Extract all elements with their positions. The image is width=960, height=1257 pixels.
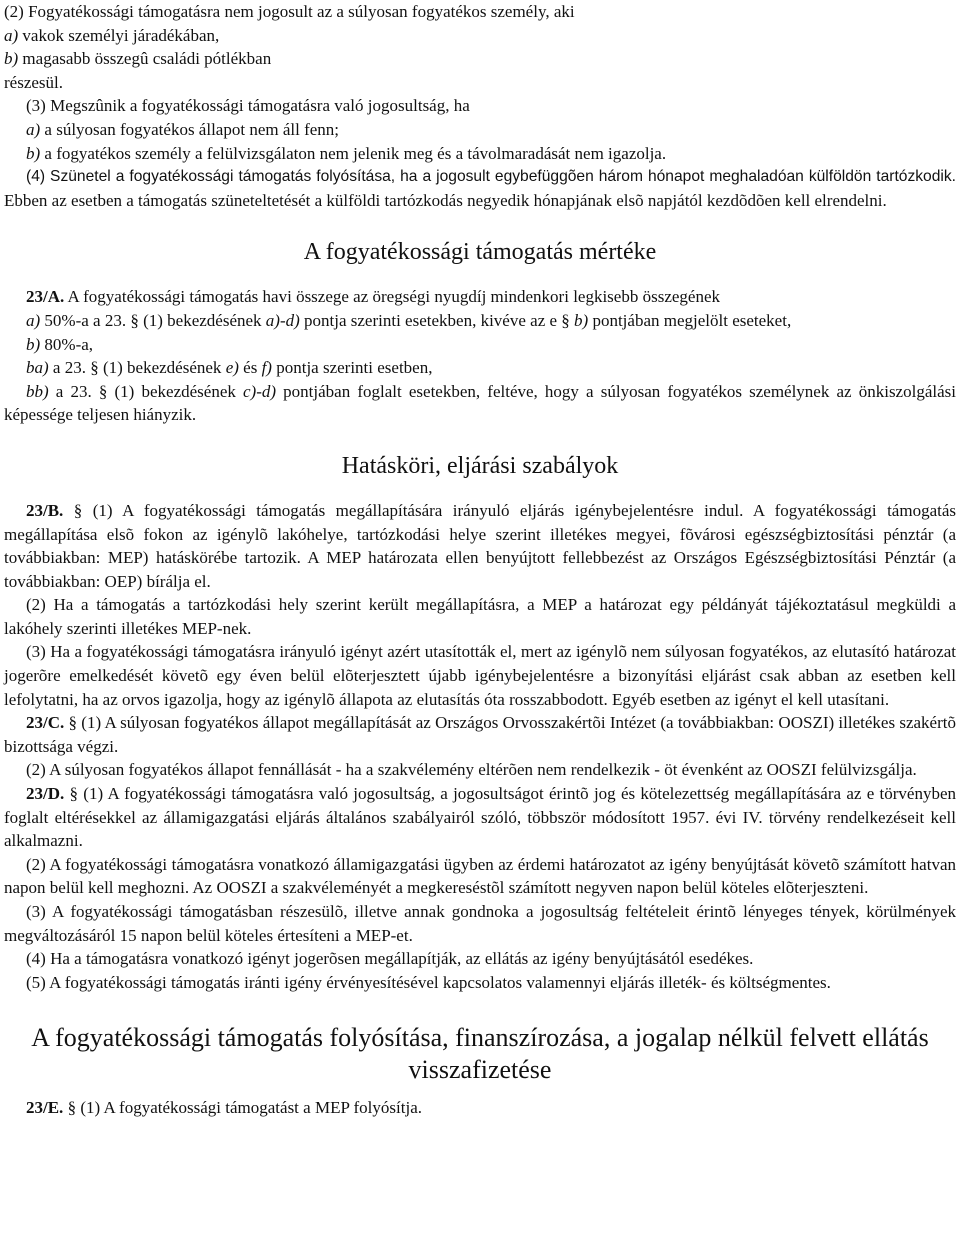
paragraph: 23/C. § (1) A súlyosan fogyatékos állapot megállapítását az Országos Orvosszakértõi Intézet (a továbbiakban: OOSZI) illetékes szakértõ bizottsága végzi.: [4, 713, 956, 756]
paragraph: (3) Megszûnik a fogyatékossági támogatásra való jogosultság, ha: [26, 96, 470, 116]
paragraph: a) 50%-a a 23. § (1) bekezdésének a)-d) pontja szerinti esetekben, kivéve az e § b) pontjában megjelölt eseteket,: [26, 310, 792, 330]
paragraph: bb) a 23. § (1) bekezdésének c)-d) pontjában foglalt esetekben, feltéve, hogy a súlyosan fogyatékos személynek az önkiszolgálási képessége teljesen hiányzik.: [4, 381, 956, 425]
paragraph: (2) A fogyatékossági támogatásra vonatkozó államigazgatási ügyben az érdemi határozatot az igény benyújtását követõ számított hatvan napon belül kell meghozni. Az OOSZI a szakvéleményét a megkereséstõl számított negyven napon belül köteles elõterjeszteni.: [4, 854, 956, 898]
paragraph: (5) A fogyatékossági támogatás iránti igény érvényesítésével kapcsolatos valamennyi eljárás illeték- és költségmentes.: [26, 972, 831, 992]
paragraph: 23/D. § (1) A fogyatékossági támogatásra való jogosultság, a jogosultságot érintõ jog és kötelezettség megállapítására az e törvényben foglalt eltérésekkel az államigazgatási eljárás általános szabályairól szóló, többször módosított 1957. évi IV. törvény rendelkezéseit kell alkalmazni.: [4, 784, 956, 851]
paragraph: a) a súlyosan fogyatékos állapot nem áll fenn;: [26, 119, 340, 139]
paragraph: (4) Szünetel a fogyatékossági támogatás folyósítása, ha a jogosult egybefüggõen három hónapot meghaladóan külföldön tartózkodik. Ebben az esetben a támogatás szüneteltetését a külföldi tartózkodás negyedik hónapjának elsõ napjától kezdõdõen kell elrendelni.: [4, 168, 956, 210]
section-heading: A fogyatékossági támogatás mértéke: [303, 239, 657, 266]
section-heading: A fogyatékossági támogatás folyósítása, finanszírozása, a jogalap nélkül felvett ellátás visszafizetése: [31, 1023, 929, 1085]
paragraph: a) vakok személyi járadékában,: [4, 25, 220, 45]
section-heading: Hatásköri, eljárási szabályok: [341, 452, 619, 479]
paragraph: részesül.: [4, 72, 64, 92]
paragraph: (2) A súlyosan fogyatékos állapot fennállását - ha a szakvélemény eltérõen nem rendelkezik - öt évenként az OOSZI felülvizsgálja.: [26, 760, 917, 780]
paragraph: (3) Ha a fogyatékossági támogatásra irányuló igényt azért utasították el, mert az igénylõ nem súlyosan fogyatékos, az elutasító határozat jogerõre emelkedését követõ egy éven belül elõterjesztett újabb igénybejelentésre a bizonyítási eljárást csak abban az esetben kell lefolytatni, ha az orvos igazolja, hogy az igénylõ állapota az elutasítás óta rosszabbodott. Egyéb esetben az igényt el kell utasítani.: [4, 642, 956, 709]
paragraph: 23/E. § (1) A fogyatékossági támogatást a MEP folyósítja.: [26, 1098, 422, 1118]
paragraph: (3) A fogyatékossági támogatásban részesülõ, illetve annak gondnoka a jogosultság feltételeit érintõ lényeges tények, körülmények megváltozásáról 15 napon belül köteles értesíteni a MEP-et.: [4, 902, 956, 945]
paragraph: 23/B. § (1) A fogyatékossági támogatás megállapítására irányuló eljárás igénybejelentésre indul. A fogyatékossági támogatás megállapítása elsõ fokon az igénylõ lakóhelye, tartózkodási helye szerint illetékes megyei, fõvárosi egészségbiztosítási pénztár (a továbbiakban: MEP) hatáskörébe tartozik. A MEP határozata ellen benyújtott fellebbezést az Országos Egészségbiztosítási Pénztár (a továbbiakban: OEP) bírálja el.: [4, 500, 956, 591]
paragraph: (2) Ha a támogatás a tartózkodási hely szerint került megállapításra, a MEP a határozat egy példányát tájékoztatásul megküldi a lakóhely szerinti illetékes MEP-nek.: [4, 595, 956, 638]
paragraph: 23/A. A fogyatékossági támogatás havi összege az öregségi nyugdíj mindenkori legkisebb összegének: [26, 287, 721, 307]
paragraph: b) a fogyatékos személy a felülvizsgálaton nem jelenik meg és a távolmaradását nem igazolja.: [26, 143, 667, 163]
paragraph: b) magasabb összegû családi pótlékban: [4, 49, 272, 69]
paragraph: (2) Fogyatékossági támogatásra nem jogosult az a súlyosan fogyatékos személy, aki: [4, 2, 575, 21]
paragraph: b) 80%-a,: [26, 334, 94, 354]
paragraph: ba) a 23. § (1) bekezdésének e) és f) pontja szerinti esetben,: [26, 358, 433, 378]
paragraph: (4) Ha a támogatásra vonatkozó igényt jogerõsen megállapítják, az ellátás az igény benyújtásától esedékes.: [26, 949, 754, 969]
